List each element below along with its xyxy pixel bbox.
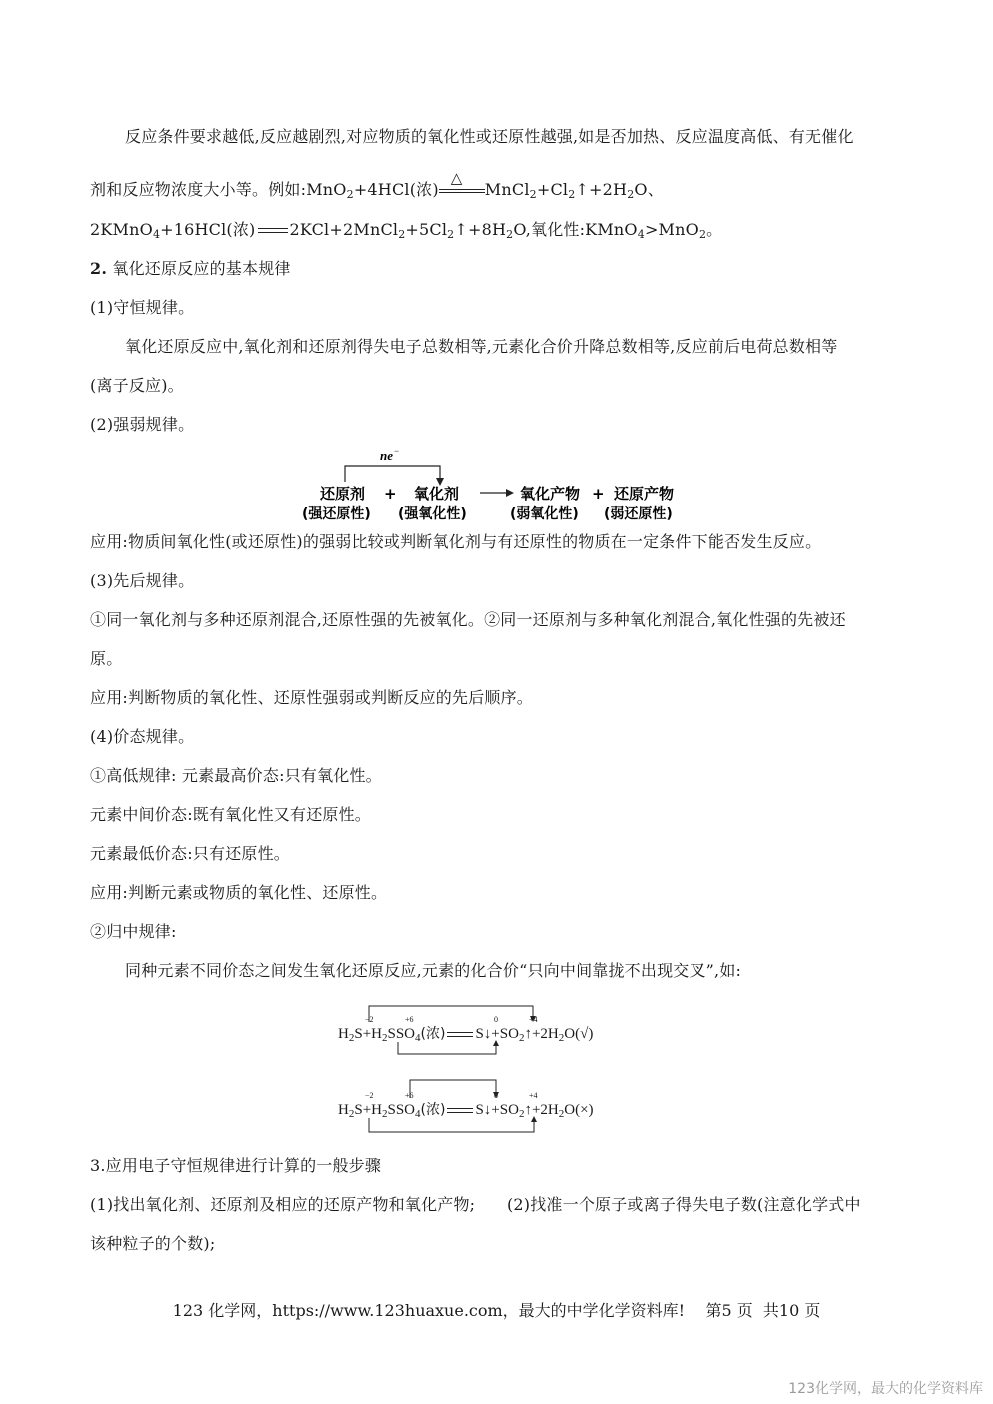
para1-line1: 反应条件要求越低,反应越剧烈,对应物质的氧化性或还原性越强,如是否加热、反应温度高低、有无催化 (125, 127, 854, 146)
plus-2: + (592, 485, 605, 503)
rule4-middle: 元素中间价态:既有氧化性又有还原性。 (90, 805, 371, 824)
reaction-correct: −2 +6 0 +4 $H_2S+H_2SSO_4$(浓) $S↓+SO_2↑+2H_2O(√)$ (338, 1000, 668, 1060)
rule3-title: (3)先后规律。 (90, 571, 195, 590)
watermark: 123化学网，最大的化学资料库 (788, 1381, 983, 1397)
strength-rule-diagram (300, 444, 700, 522)
electron-label: ne (380, 448, 393, 463)
para1-line2: 剂和反应物浓度大小等。例如:MnO$_2$+4HCl(浓) △ $MnCl_2+Cl_2↑+2H_2O$、 (90, 169, 664, 201)
section2-title: 2. 氧化还原反应的基本规律 (90, 259, 291, 278)
rule1-title: (1)守恒规律。 (90, 298, 195, 317)
rule1-text-cont: (离子反应)。 (90, 376, 184, 395)
reduction-product: 还原产物 (614, 485, 675, 503)
page-footer: 123 化学网，https://www.123huaxue.com，最大的中学化学资料库! 第5 页 共10 页 (172, 1301, 821, 1320)
electron-transfer-line (345, 466, 440, 482)
rule3-application: 应用:判断物质的氧化性、还原性强弱或判断反应的先后顺序。 (90, 688, 533, 707)
reaction-wrong: −2 +6 0 +4 $H_2S+H_2SSO_4$(浓) $S↓+SO_2↑+2H_2O(\times)$ (338, 1076, 668, 1136)
oxidation-product: 氧化产物 (520, 485, 581, 503)
heating-condition: △ (439, 178, 485, 202)
reductant: 还原剂 (320, 485, 366, 503)
electron-charge: − (394, 446, 400, 456)
oxidant-note: (强氧化性) (398, 506, 467, 522)
rule3-text-cont: 原。 (90, 649, 123, 668)
rule4-high-low: ①高低规律: 元素最高价态:只有氧化性。 (90, 766, 382, 785)
rule2-title: (2)强弱规律。 (90, 415, 195, 434)
ox-product-note: (弱氧化性) (510, 506, 579, 522)
section3-title: 3.应用电子守恒规律进行计算的一般步骤 (90, 1156, 382, 1175)
reductant-note: (强还原性) (302, 506, 371, 522)
rule2-application: 应用:物质间氧化性(或还原性)的强弱比较或判断氧化剂与有还原性的物质在一定条件下能否发生反应。 (90, 532, 822, 551)
plus-1: + (384, 485, 397, 503)
oxidant: 氧化剂 (414, 485, 460, 503)
rule4-application: 应用:判断元素或物质的氧化性、还原性。 (90, 883, 388, 902)
rule4-comproportionation-text: 同种元素不同价态之间发生氧化还原反应,元素的化合价“只向中间靠拢不出现交叉”,如: (125, 961, 742, 980)
rule4-comproportionation-title: ②归中规律: (90, 922, 177, 941)
red-product-note: (弱还原性) (604, 506, 673, 522)
equation-kmno4: 2KMnO$_4$+16HCl(浓) $2KCl+2MnCl_2+5Cl_2↑+8H_2O$,氧化性:KMnO$_4$>MnO$_2$。 (90, 220, 723, 241)
rule4-lowest: 元素最低价态:只有还原性。 (90, 844, 290, 863)
rule4-title: (4)价态规律。 (90, 727, 195, 746)
rule1-text: 氧化还原反应中,氧化剂和还原剂得失电子总数相等,元素化合价升降总数相等,反应前后电荷总数相等 (125, 337, 838, 356)
section3-text-cont: 该种粒子的个数); (90, 1234, 216, 1253)
equation-mno2: MnO$_2$+4HCl(浓) △ $MnCl_2+Cl_2↑+2H_2O$、 (306, 169, 664, 201)
section3-text: (1)找出氧化剂、还原剂及相应的还原产物和氧化产物; (2)找准一个原子或离子得失电子数(注意化学式中 (90, 1195, 861, 1214)
rule3-text: ①同一氧化剂与多种还原剂混合,还原性强的先被氧化。②同一还原剂与多种氧化剂混合,氧化性强的先被还 (90, 610, 846, 629)
